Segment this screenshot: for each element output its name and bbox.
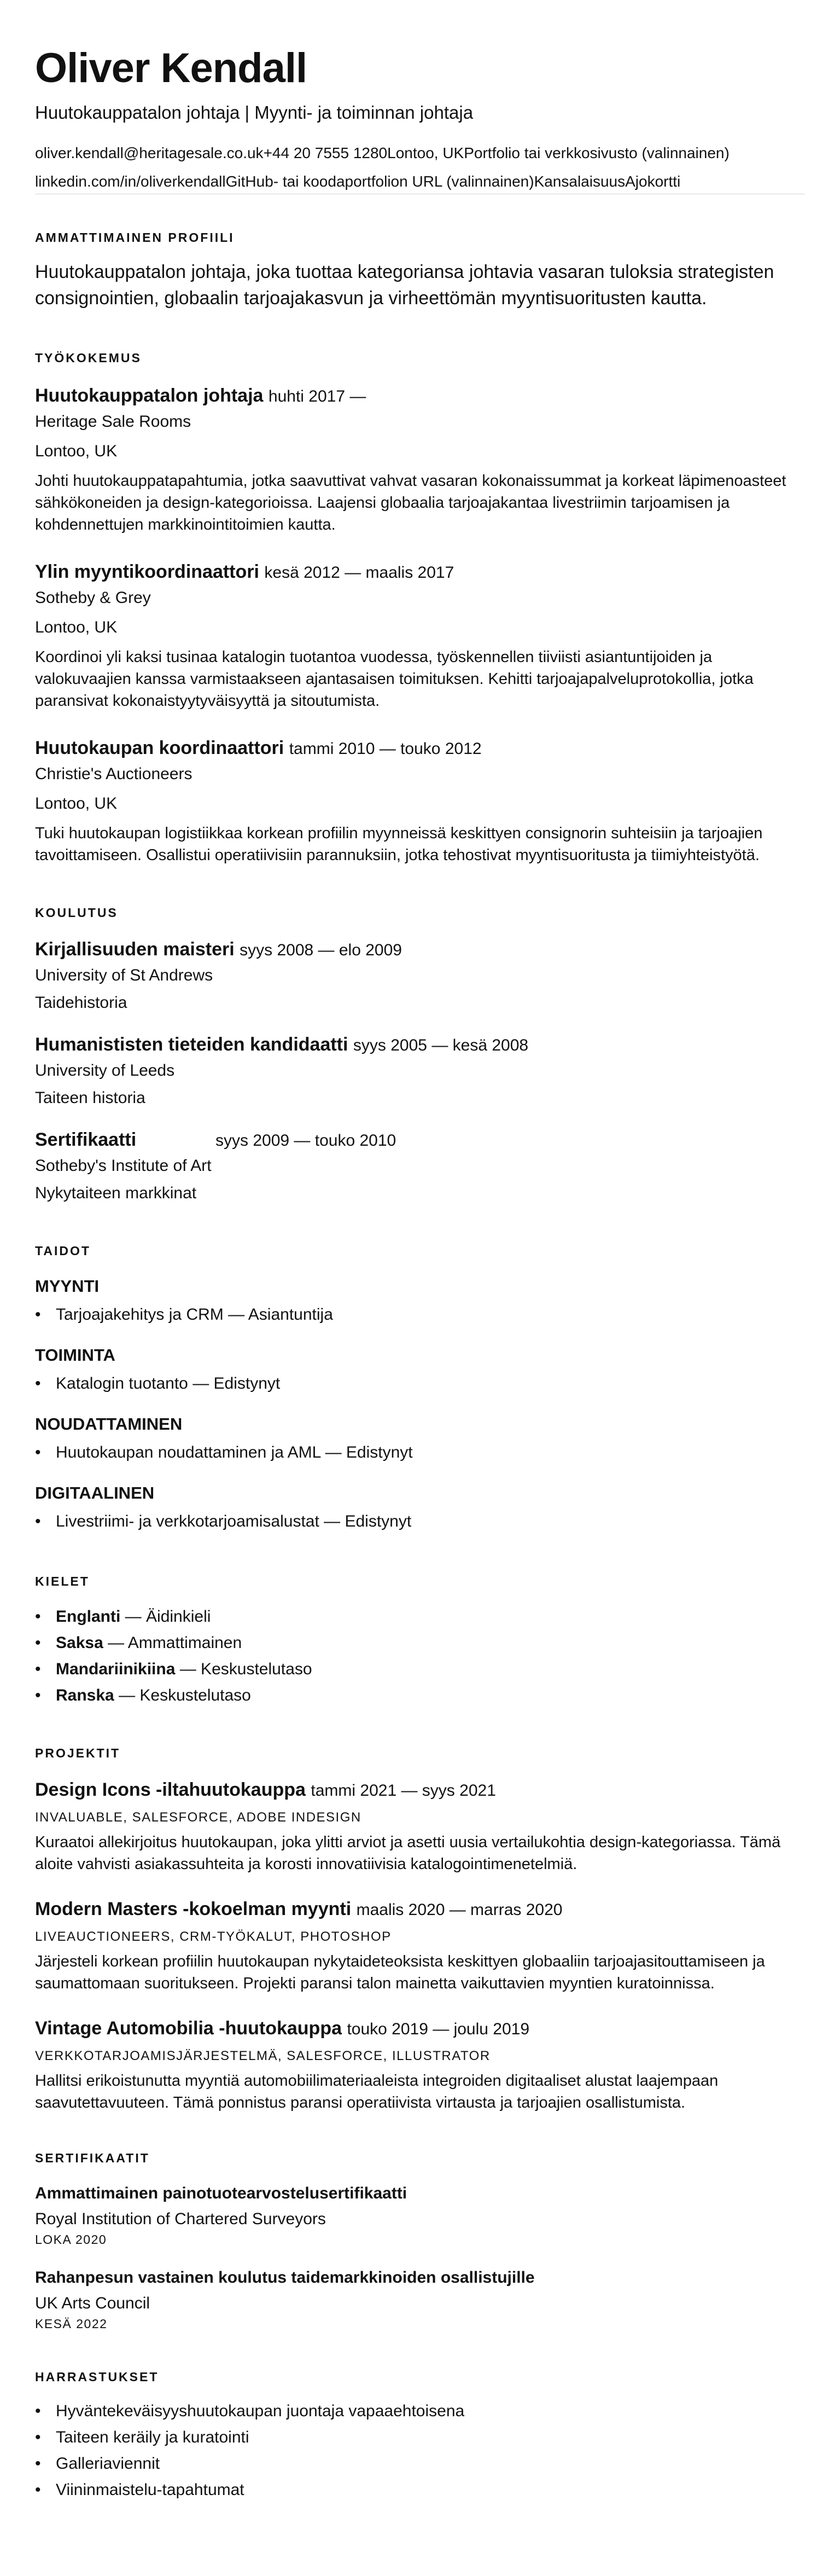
skill-category: TOIMINTA xyxy=(35,1345,115,1365)
job-employer: Christie's Auctioneers xyxy=(35,765,192,783)
skill-list xyxy=(35,1440,805,1466)
project-entry xyxy=(35,1778,805,1875)
job-description: Johti huutokauppatapahtumia, jotka saavuttivat vahvat vasaran kokonaissummat ja korkeat läpimenoasteet sähkökoneiden ja design-kategorioissa. Laajensi globaalia tarjoajakantaa livestriimin tarjoamisen ja kohdennettujen markkinointitoimien kautta. xyxy=(35,472,786,533)
degree-dates: syys 2009 — touko 2010 xyxy=(215,1132,396,1150)
contact-row-primary xyxy=(35,142,805,164)
experience-heading: TYÖKOKEMUS xyxy=(35,351,142,365)
project-tools: INVALUABLE, SALESFORCE, ADOBE INDESIGN xyxy=(35,1810,361,1825)
language-name: Englanti xyxy=(56,1608,121,1626)
hobby-item: • Taiteen keräily ja kuratointi xyxy=(56,2424,805,2451)
language-list xyxy=(35,1604,805,1709)
language-item xyxy=(56,1656,805,1682)
skills-heading: TAIDOT xyxy=(35,1244,91,1258)
skill-group xyxy=(35,1275,805,1328)
job-location: Lontoo, UK xyxy=(35,618,118,636)
job-title: Huutokauppatalon johtaja xyxy=(35,385,264,406)
institution: University of St Andrews xyxy=(35,966,213,984)
language-level: — Ammattimainen xyxy=(103,1634,242,1652)
skill-group xyxy=(35,1344,805,1397)
skill-item: • Huutokaupan noudattaminen ja AML — Edistynyt xyxy=(56,1440,805,1466)
certificate-entry xyxy=(35,2183,805,2248)
education-entry xyxy=(35,1032,805,1109)
hobby-item: • Viininmaistelu-tapahtumat xyxy=(56,2477,805,2503)
field-of-study: Taiteen historia xyxy=(35,1089,145,1107)
certificate-name: Ammattimainen painotuotearvostelusertifikaatti xyxy=(35,2184,407,2202)
education-entry xyxy=(35,937,805,1014)
hobbies-heading: HARRASTUKSET xyxy=(35,2370,159,2384)
headline: Huutokauppatalon johtaja | Myynti- ja toiminnan johtaja xyxy=(35,102,474,123)
job-location: Lontoo, UK xyxy=(35,442,118,460)
job-description: Koordinoi yli kaksi tusinaa katalogin tuotantoa vuodessa, työskennellen tiiviisti asiantuntijoiden ja valokuvaajien kanssa varmistaakseen ajantasaisen toimituksen. Kehitti tarjoajapalveluprotokollia, jotka paransivat kokonaistyytyväisyyttä ja sitoutumista. xyxy=(35,648,754,710)
experience-entry xyxy=(35,560,805,712)
education-entry xyxy=(35,1128,805,1204)
skill-list xyxy=(35,1371,805,1397)
job-employer: Sotheby & Grey xyxy=(35,589,151,607)
profile-heading: AMMATTIMAINEN PROFIILI xyxy=(35,230,235,245)
certificate-entry xyxy=(35,2267,805,2333)
language-level: — Keskustelutaso xyxy=(114,1686,251,1704)
degree-title: Humanististen tieteiden kandidaatti xyxy=(35,1034,348,1055)
hobby-item: • Galleriaviennit xyxy=(56,2451,805,2477)
project-entry xyxy=(35,2016,805,2114)
job-location: Lontoo, UK xyxy=(35,794,118,813)
project-title: Design Icons -iltahuutokauppa xyxy=(35,1779,306,1800)
language-item xyxy=(56,1682,805,1709)
language-name: Saksa xyxy=(56,1634,103,1652)
project-dates: touko 2019 — joulu 2019 xyxy=(347,2020,530,2038)
degree-title: Sertifikaatti xyxy=(35,1129,137,1150)
language-item xyxy=(56,1604,805,1630)
project-entry xyxy=(35,1897,805,1994)
language-name: Mandariinikiina xyxy=(56,1660,176,1678)
project-tools: VERKKOTARJOAMISJÄRJESTELMÄ, SALESFORCE, ILLUSTRATOR xyxy=(35,2049,491,2063)
certificate-date: KESÄ 2022 xyxy=(35,2317,108,2331)
job-description: Tuki huutokaupan logistiikkaa korkean profiilin myynneissä keskittyen consignorin suhteisiin ja tarjoajien tavoittamiseen. Osallistui operatiivisiin parannuksiin, jotka tehostivat myyntisuoritusta ja tiimiyhteistyötä. xyxy=(35,825,763,864)
certificate-issuer: Royal Institution of Chartered Surveyors xyxy=(35,2210,326,2228)
certificate-name: Rahanpesun vastainen koulutus taidemarkkinoiden osallistujille xyxy=(35,2268,535,2287)
language-name: Ranska xyxy=(56,1686,114,1704)
project-dates: tammi 2021 — syys 2021 xyxy=(311,1782,496,1800)
skill-group xyxy=(35,1413,805,1466)
job-title: Ylin myyntikoordinaattori xyxy=(35,561,259,582)
job-title: Huutokaupan koordinaattori xyxy=(35,738,284,758)
hobby-item: • Hyväntekeväisyyshuutokaupan juontaja vapaaehtoisena xyxy=(56,2398,805,2424)
skill-item: • Tarjoajakehitys ja CRM — Asiantuntija xyxy=(56,1302,805,1328)
contact-location: Lontoo, UK xyxy=(387,144,464,161)
hobbies-section xyxy=(35,2369,805,2503)
degree-title: Kirjallisuuden maisteri xyxy=(35,939,235,960)
institution: University of Leeds xyxy=(35,1061,175,1080)
skill-category: NOUDATTAMINEN xyxy=(35,1414,183,1434)
skills-section xyxy=(35,1243,805,1535)
institution: Sotheby's Institute of Art xyxy=(35,1157,212,1175)
experience-section xyxy=(35,350,805,866)
contact-portfolio[interactable]: Portfolio tai verkkosivusto (valinnainen) xyxy=(464,144,730,161)
project-description: Hallitsi erikoistunutta myyntiä automobiilimateriaaleista integroiden digitaaliset alustat laajempaan saavutettavuuteen. Tämä ponnistus paransi operatiivista virtausta ja tarjoajien osallistumista. xyxy=(35,2072,719,2111)
skill-category: MYYNTI xyxy=(35,1277,100,1296)
profile-summary: Huutokauppatalon johtaja, joka tuottaa kategoriansa johtavia vasaran tuloksia strategisten consignointien, globaalin tarjoajakasvun ja virheettömän myyntisuoritusten kautta. xyxy=(35,262,774,309)
project-description: Järjesteli korkean profiilin huutokaupan nykytaideteoksista keskittyen globaaliin tarjoajasitouttamiseen ja saumattomaan suoritukseen. Projekti paransi talon mainetta vaikuttavien myyntien kuratoinnissa. xyxy=(35,1953,765,1992)
project-description: Kuraatoi allekirjoitus huutokaupan, joka ylitti arviot ja asetti uusia vertailukohtia design-kategoriassa. Tämä aloite vahvisti asiakassuhteita ja korosti innovatiivisia katalogointimenetelmiä. xyxy=(35,1834,781,1873)
certificates-heading: SERTIFIKAATIT xyxy=(35,2151,150,2165)
skill-list xyxy=(35,1509,805,1535)
skill-list xyxy=(35,1302,805,1328)
skill-item: • Katalogin tuotanto — Edistynyt xyxy=(56,1371,805,1397)
hobby-list xyxy=(35,2398,805,2503)
education-section xyxy=(35,904,805,1204)
project-title: Vintage Automobilia -huutokauppa xyxy=(35,2018,342,2039)
job-dates: kesä 2012 — maalis 2017 xyxy=(264,564,454,582)
certificates-section xyxy=(35,2150,805,2333)
education-heading: KOULUTUS xyxy=(35,906,118,920)
field-of-study: Nykytaiteen markkinat xyxy=(35,1184,197,1202)
profile-section xyxy=(35,229,805,311)
languages-section xyxy=(35,1573,805,1709)
languages-heading: KIELET xyxy=(35,1574,90,1588)
language-item xyxy=(56,1630,805,1656)
projects-section xyxy=(35,1745,805,2114)
project-dates: maalis 2020 — marras 2020 xyxy=(356,1901,563,1919)
contact-phone[interactable]: +44 20 7555 1280 xyxy=(263,144,388,161)
contact-license: Ajokortti xyxy=(625,173,681,190)
projects-heading: PROJEKTIT xyxy=(35,1746,121,1760)
field-of-study: Taidehistoria xyxy=(35,994,127,1012)
project-title: Modern Masters -kokoelman myynti xyxy=(35,1899,352,1919)
certificate-issuer: UK Arts Council xyxy=(35,2294,150,2312)
degree-dates: syys 2005 — kesä 2008 xyxy=(353,1036,529,1054)
degree-dates: syys 2008 — elo 2009 xyxy=(240,941,402,959)
skill-category: DIGITAALINEN xyxy=(35,1483,155,1502)
language-level: — Keskustelutaso xyxy=(175,1660,312,1678)
job-dates: tammi 2010 — touko 2012 xyxy=(289,740,482,758)
contact-nationality: Kansalaisuus xyxy=(534,173,626,190)
certificate-date: LOKA 2020 xyxy=(35,2232,107,2247)
skill-group xyxy=(35,1482,805,1535)
contact-email[interactable]: oliver.kendall@heritagesale.co.uk xyxy=(35,144,264,161)
contact-linkedin[interactable]: linkedin.com/in/oliverkendall xyxy=(35,173,226,190)
skill-item: • Livestriimi- ja verkkotarjoamisalustat — Edistynyt xyxy=(56,1509,805,1535)
project-tools: LIVEAUCTIONEERS, CRM-TYÖKALUT, PHOTOSHOP xyxy=(35,1929,392,1944)
contact-row-secondary xyxy=(35,171,805,193)
candidate-name: Oliver Kendall xyxy=(35,45,307,91)
job-dates: huhti 2017 — xyxy=(268,387,366,405)
contact-github[interactable]: GitHub- tai koodaportfolion URL (valinnainen) xyxy=(225,173,534,190)
language-level: — Äidinkieli xyxy=(120,1608,211,1626)
job-employer: Heritage Sale Rooms xyxy=(35,413,191,431)
experience-entry xyxy=(35,384,805,536)
experience-entry xyxy=(35,736,805,866)
